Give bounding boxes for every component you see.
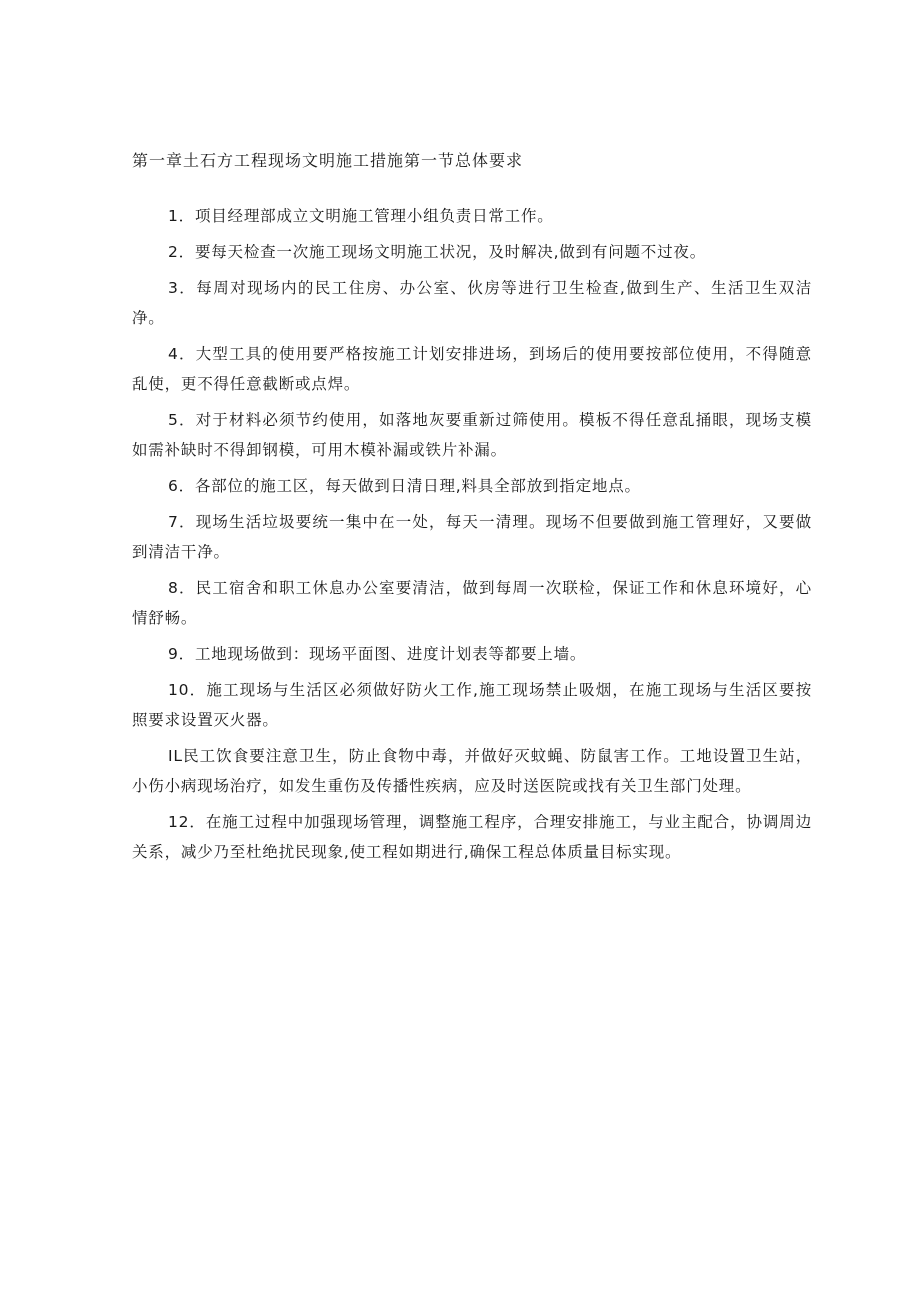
paragraph-4: 4．大型工具的使用要严格按施工计划安排进场，到场后的使用要按部位使用，不得随意乱使，更不得任意截断或点焊。 xyxy=(132,345,812,393)
paragraph-8: 8．民工宿舍和职工休息办公室要清洁，做到每周一次联检，保证工作和休息环境好，心情舒畅。 xyxy=(132,579,812,627)
paragraph-12: 12．在施工过程中加强现场管理，调整施工程序，合理安排施工，与业主配合，协调周边关系，减少乃至杜绝扰民现象,使工程如期进行,确保工程总体质量目标实现。 xyxy=(132,813,812,861)
document-title: 第一章土石方工程现场文明施工措施第一节总体要求 xyxy=(132,151,524,170)
paragraph-1: 1．项目经理部成立文明施工管理小组负责日常工作。 xyxy=(168,207,554,225)
paragraph-10: 10．施工现场与生活区必须做好防火工作,施工现场禁止吸烟，在施工现场与生活区要按照要求设置灭火器。 xyxy=(132,681,812,729)
paragraph-7: 7．现场生活垃圾要统一集中在一处，每天一清理。现场不但要做到施工管理好，又要做到清洁干净。 xyxy=(132,513,812,561)
document-body xyxy=(132,201,812,873)
paragraph-9: 9．工地现场做到：现场平面图、进度计划表等都要上墙。 xyxy=(168,645,587,663)
paragraph-2: 2．要每天检查一次施工现场文明施工状况，及时解决,做到有问题不过夜。 xyxy=(168,243,706,261)
paragraph-3: 3．每周对现场内的民工住房、办公室、伙房等进行卫生检查,做到生产、生活卫生双洁净。 xyxy=(132,279,812,327)
paragraph-6: 6．各部位的施工区，每天做到日清日理,料具全部放到指定地点。 xyxy=(168,477,641,495)
paragraph-5: 5．对于材料必须节约使用，如落地灰要重新过筛使用。模板不得任意乱捅眼，现场支模如需补缺时不得卸钢模，可用木模补漏或铁片补漏。 xyxy=(132,411,812,459)
paragraph-11: IL民工饮食要注意卫生，防止食物中毒，并做好灭蚊蝇、防鼠害工作。工地设置卫生站，小伤小病现场治疗，如发生重伤及传播性疾病，应及时送医院或找有关卫生部门处理。 xyxy=(132,747,812,795)
